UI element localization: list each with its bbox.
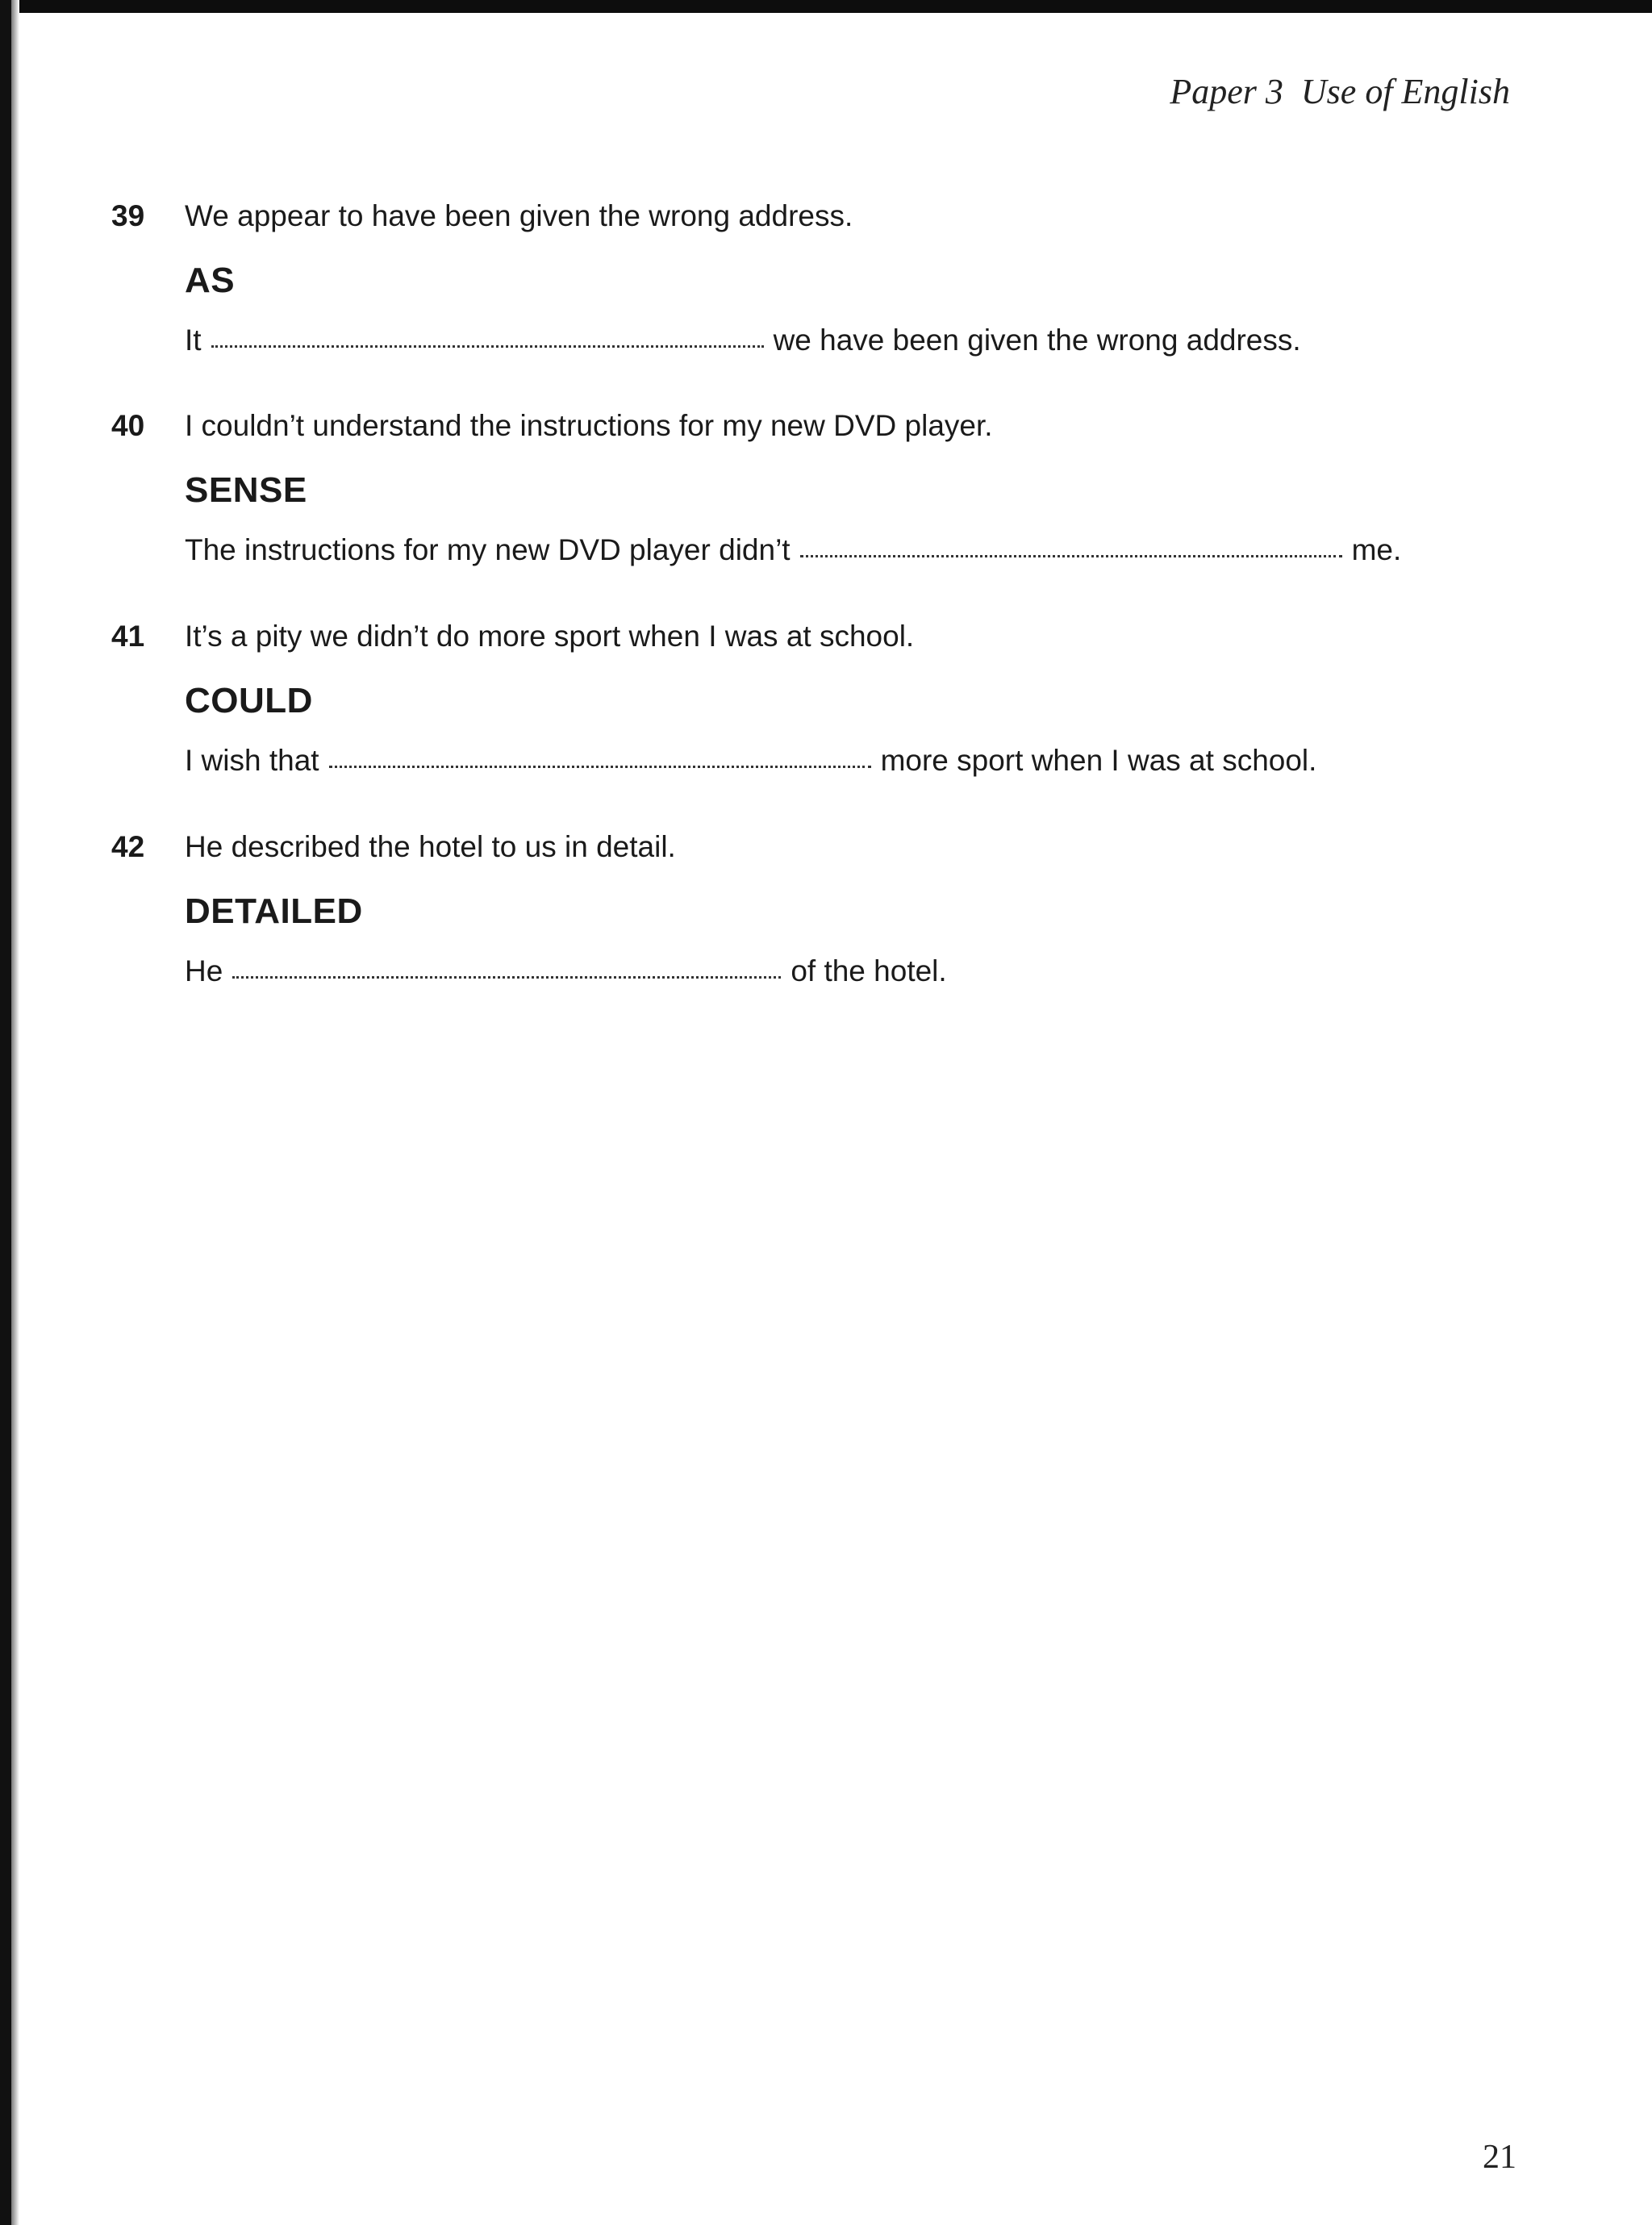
running-head-paper: Paper 3 bbox=[1170, 72, 1283, 111]
answer-blank[interactable] bbox=[211, 345, 764, 348]
answer-start-text: I wish that bbox=[185, 744, 319, 777]
answer-end-text: of the hotel. bbox=[791, 954, 947, 987]
page-binding-shadow bbox=[11, 0, 19, 2225]
question-prompt: I couldn’t understand the instructions for my new DVD player. bbox=[185, 409, 993, 442]
page-top-border bbox=[0, 0, 1652, 13]
answer-sentence bbox=[185, 954, 947, 989]
running-head bbox=[1170, 71, 1510, 112]
page-binding-edge bbox=[0, 0, 11, 2225]
answer-blank[interactable] bbox=[329, 766, 871, 768]
answer-blank[interactable] bbox=[232, 976, 781, 979]
question-keyword: AS bbox=[185, 261, 236, 300]
question-prompt: It’s a pity we didn’t do more sport when I was at school. bbox=[185, 620, 915, 653]
answer-end-text: me. bbox=[1351, 533, 1402, 566]
answer-start-text: It bbox=[185, 324, 202, 357]
question-number: 40 bbox=[111, 409, 145, 442]
answer-start-text: The instructions for my new DVD player didn’t bbox=[185, 533, 791, 566]
question-prompt: We appear to have been given the wrong address. bbox=[185, 199, 853, 232]
page-number: 21 bbox=[1483, 2139, 1516, 2176]
answer-start-text: He bbox=[185, 954, 223, 987]
answer-end-text: more sport when I was at school. bbox=[880, 744, 1317, 777]
question-prompt: He described the hotel to us in detail. bbox=[185, 830, 676, 863]
answer-blank[interactable] bbox=[800, 555, 1342, 557]
answer-sentence bbox=[185, 323, 1301, 358]
question-number: 42 bbox=[111, 830, 145, 863]
question-keyword: COULD bbox=[185, 681, 313, 720]
answer-end-text: we have been given the wrong address. bbox=[773, 324, 1301, 357]
answer-sentence bbox=[185, 532, 1401, 568]
question-keyword: SENSE bbox=[185, 470, 307, 510]
running-head-section: Use of English bbox=[1300, 72, 1510, 111]
answer-sentence bbox=[185, 743, 1316, 779]
question-number: 39 bbox=[111, 199, 145, 232]
question-number: 41 bbox=[111, 620, 145, 653]
question-keyword: DETAILED bbox=[185, 891, 363, 931]
